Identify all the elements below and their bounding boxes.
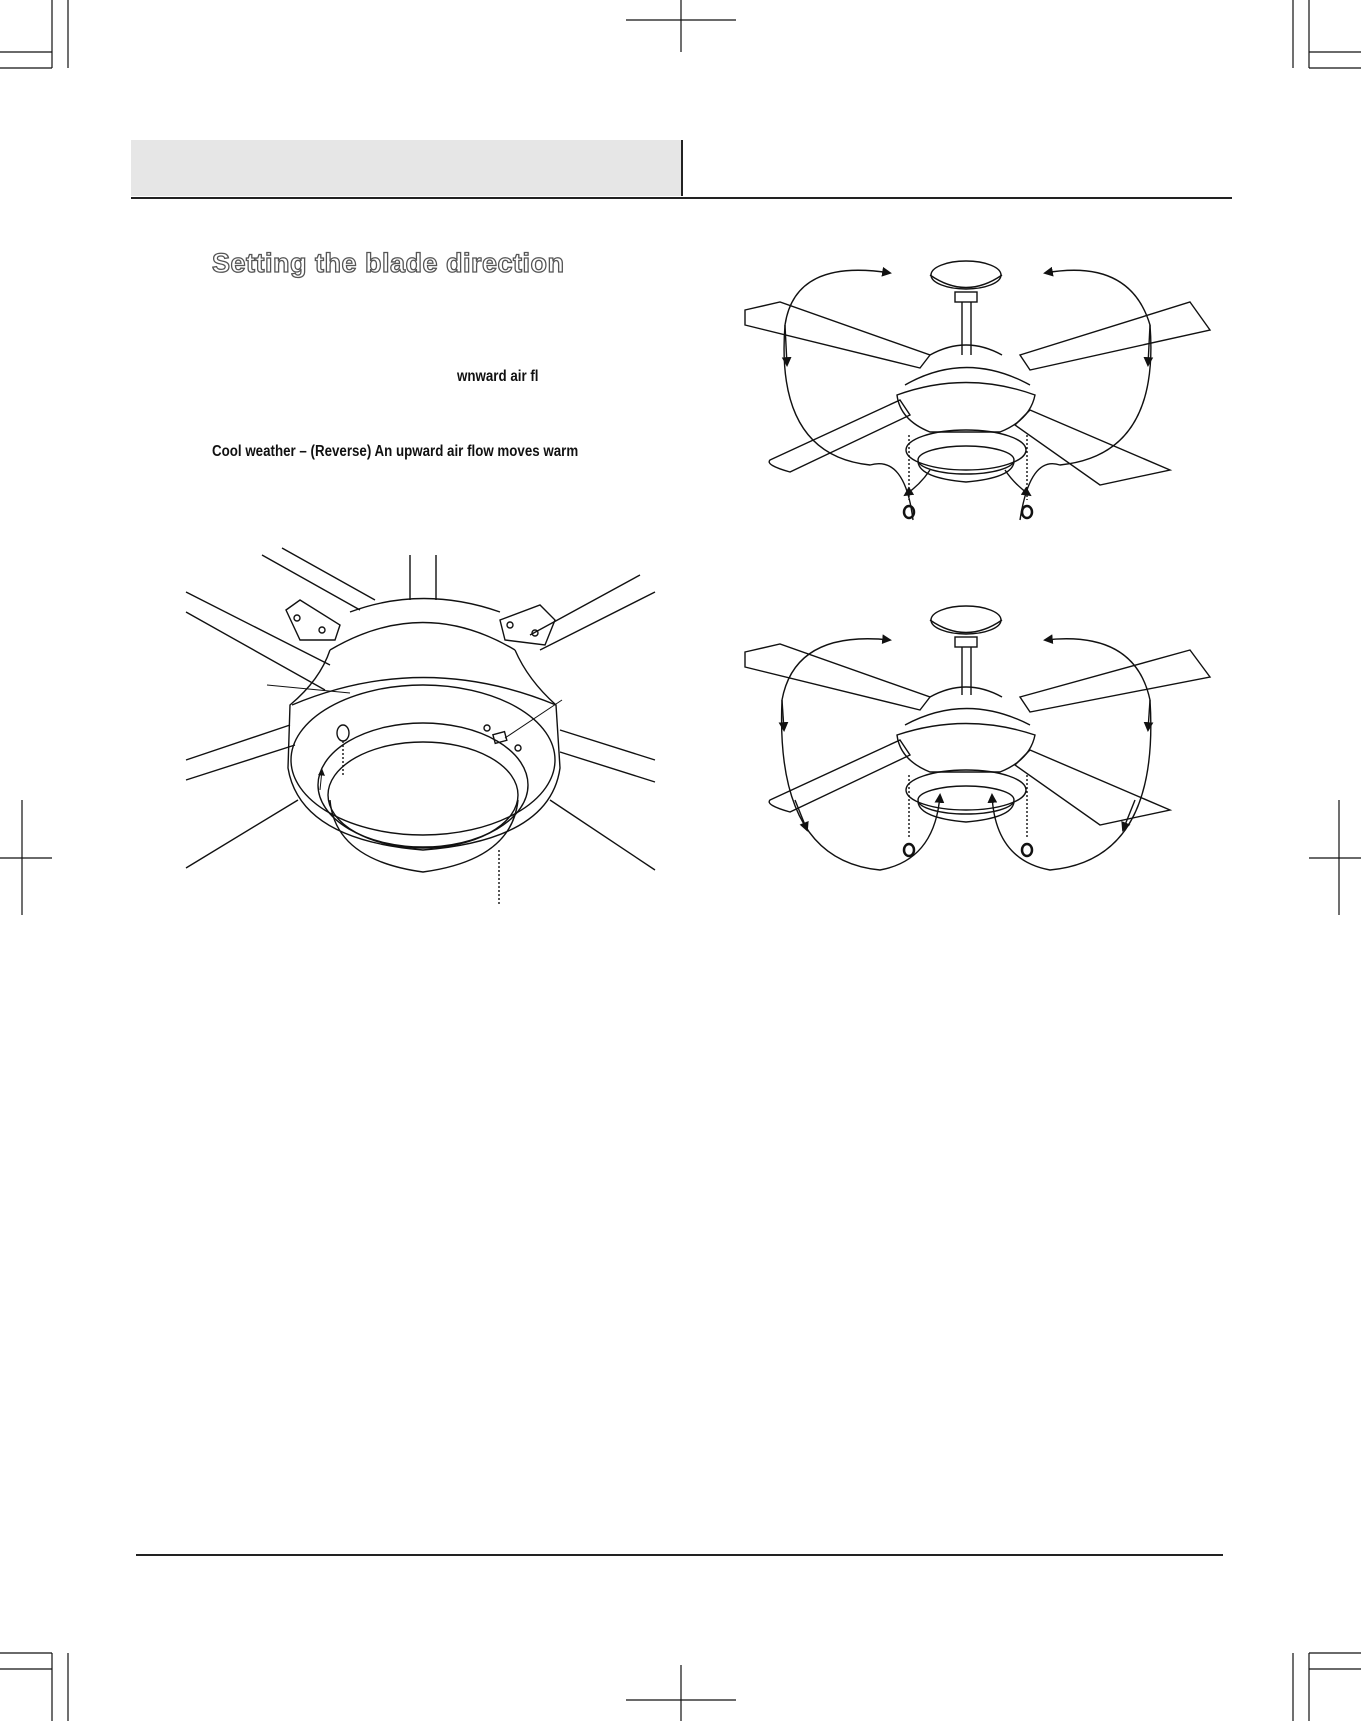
fan-airflow-upward — [745, 606, 1210, 870]
cool-weather-text: Cool weather – (Reverse) An upward air flow moves warm — [212, 443, 579, 460]
warm-weather-fragment: wnward air fl — [457, 368, 539, 385]
fan-housing-closeup — [186, 548, 655, 905]
fan-airflow-downward — [745, 261, 1210, 520]
section-title: Setting the blade direction — [212, 248, 565, 278]
